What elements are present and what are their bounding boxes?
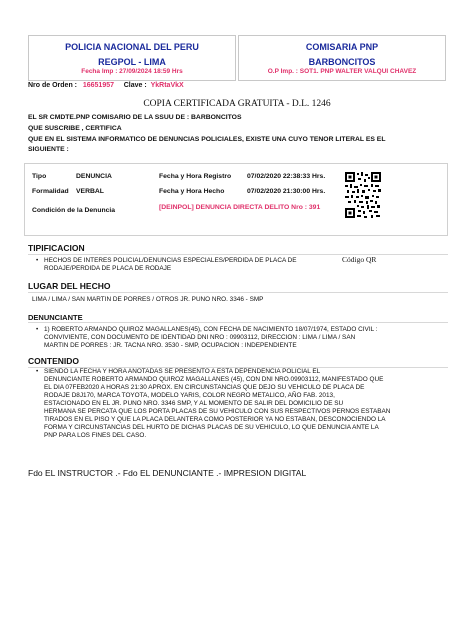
bullet-icon: • bbox=[36, 257, 39, 264]
qr-caption: Código QR bbox=[342, 255, 377, 264]
classification-line-2: RODAJE/PERDIDA DE PLACA DE RODAJE bbox=[44, 265, 172, 272]
content-line: SIENDO LA FECHA Y HORA ANOTADAS SE PRESENTO A ESTA DEPENDENCIA POLICIAL EL bbox=[44, 368, 321, 375]
order-label: Nro de Orden : bbox=[28, 82, 78, 89]
station-name: BARBONCITOS bbox=[308, 57, 376, 67]
content-line: RODAJE D8J170, MARCA TOYOTA, MODELO YARIS, COLOR NEGRO METALICO, AÑO FAB. 2013, bbox=[44, 392, 335, 399]
institution-title: POLICIA NACIONAL DEL PERU bbox=[65, 42, 199, 52]
complaint-type: [DEINPOL] DENUNCIA DIRECTA DELITO Nro : 391 bbox=[159, 204, 321, 211]
content-line: PNP PARA LOS FINES DEL CASO. bbox=[44, 432, 147, 439]
registration-value: 07/02/2020 22:38:33 Hrs. bbox=[247, 173, 326, 180]
formality-value: VERBAL bbox=[76, 188, 104, 195]
signature-footer: Fdo EL INSTRUCTOR .- Fdo EL DENUNCIANTE .- IMPRESION DIGITAL bbox=[28, 468, 307, 478]
intro-line-4: SIGUIENTE : bbox=[28, 146, 69, 153]
complainant-title: DENUNCIANTE bbox=[28, 313, 83, 322]
document-heading: COPIA CERTIFICADA GRATUITA - D.L. 1246 bbox=[143, 99, 331, 109]
content-line: DENUNCIANTE ROBERTO ARMANDO QUIROZ MAGALLANES (45), CON DNI NRO.09903112, MANIFESTADO QUE bbox=[44, 376, 384, 383]
print-date: Fecha Imp : 27/09/2024 18:59 Hrs bbox=[81, 68, 183, 75]
type-value: DENUNCIA bbox=[76, 173, 112, 180]
condition-label: Condición de la Denuncia bbox=[32, 207, 116, 214]
section-divider bbox=[28, 322, 448, 323]
content-line: ESTACIONADO EN EL JR. PUNO NRO. 3346 SMP, Y AL MOMENTO DE SALIR DEL DOMICILIO DE SU bbox=[44, 400, 344, 407]
classification-line-1: HECHOS DE INTERES POLICIAL/DENUNCIAS ESPECIALES/PERDIDA DE PLACA DE bbox=[44, 257, 297, 264]
classification-title: TIPIFICACION bbox=[28, 243, 85, 253]
qr-code bbox=[345, 172, 381, 218]
order-number: 16651957 bbox=[82, 82, 115, 89]
complainant-line-2: CONVIVIENTE, CON DOCUMENTO DE IDENTIDAD DNI NRO : 09903112, DIRECCION : LIMA / LIMA / SAN bbox=[44, 334, 356, 341]
region-title: REGPOL - LIMA bbox=[98, 57, 166, 67]
type-label: Tipo bbox=[32, 173, 47, 180]
station-title: COMISARIA PNP bbox=[305, 42, 379, 52]
key-value: YkRtaVkX bbox=[150, 82, 184, 89]
intro-line-2: QUE SUSCRIBE , CERTIFICA bbox=[28, 125, 122, 132]
formality-label: Formalidad bbox=[32, 188, 69, 195]
content-line: FORMA Y CIRCUNSTANCIAS DEL HURTO DE DICHAS PLACAS DE SU VEHICULO, LO QUE DENUNCIA ANTE LA bbox=[44, 424, 379, 431]
intro-line-1: EL SR CMDTE.PNP COMISARIO DE LA SSUU DE : BARBONCITOS bbox=[28, 114, 242, 121]
event-date-label: Fecha y Hora Hecho bbox=[159, 188, 225, 195]
print-operator: O.P Imp. : SOT1. PNP WALTER VALQUI CHAVEZ bbox=[267, 68, 417, 75]
key-label: Clave : bbox=[123, 82, 147, 89]
section-divider bbox=[28, 292, 448, 293]
bullet-icon: • bbox=[36, 368, 39, 375]
content-line: HERMANA SE PERCATA QUE LOS PORTA PLACAS DE SU VEHICULO CON SUS RESPECTIVOS PERNOS ESTABAN bbox=[44, 408, 391, 415]
content-line: TIRADOS EN EL PISO Y QUE LA PLACA DELANTERA COMO POSTERIOR YA NO ESTABAN, DESCONOCIENDO LA bbox=[44, 416, 386, 423]
order-row bbox=[28, 82, 184, 89]
registration-label: Fecha y Hora Registro bbox=[159, 173, 232, 180]
complainant-line-1: 1) ROBERTO ARMANDO QUIROZ MAGALLANES(45), CON FECHA DE NACIMIENTO 18/07/1974, ESTADO CIVIL : bbox=[44, 326, 378, 333]
complainant-line-3: MARTIN DE PORRES : JR. TACNA NRO. 3530 - SMP, OCUPACION : INDEPENDIENTE bbox=[44, 342, 297, 349]
content-line: EL DIA 07FEB2020 A HORAS 21:30 APROX. EN CIRCUNSTANCIAS QUE DEJO SU VEHICULO DE PLACA DE bbox=[44, 384, 365, 391]
location-text: LIMA / LIMA / SAN MARTIN DE PORRES / OTROS JR. PUNO NRO. 3346 - SMP bbox=[32, 296, 264, 303]
section-divider bbox=[28, 254, 448, 255]
content-title: CONTENIDO bbox=[28, 356, 79, 366]
intro-line-3: QUE EN EL SISTEMA INFORMATICO DE DENUNCIAS POLICIALES, EXISTE UNA CUYO TENOR LITERAL ES EL bbox=[28, 136, 386, 143]
event-date-value: 07/02/2020 21:30:00 Hrs. bbox=[247, 188, 326, 195]
location-title: LUGAR DEL HECHO bbox=[28, 281, 111, 291]
bullet-icon: • bbox=[36, 326, 39, 333]
